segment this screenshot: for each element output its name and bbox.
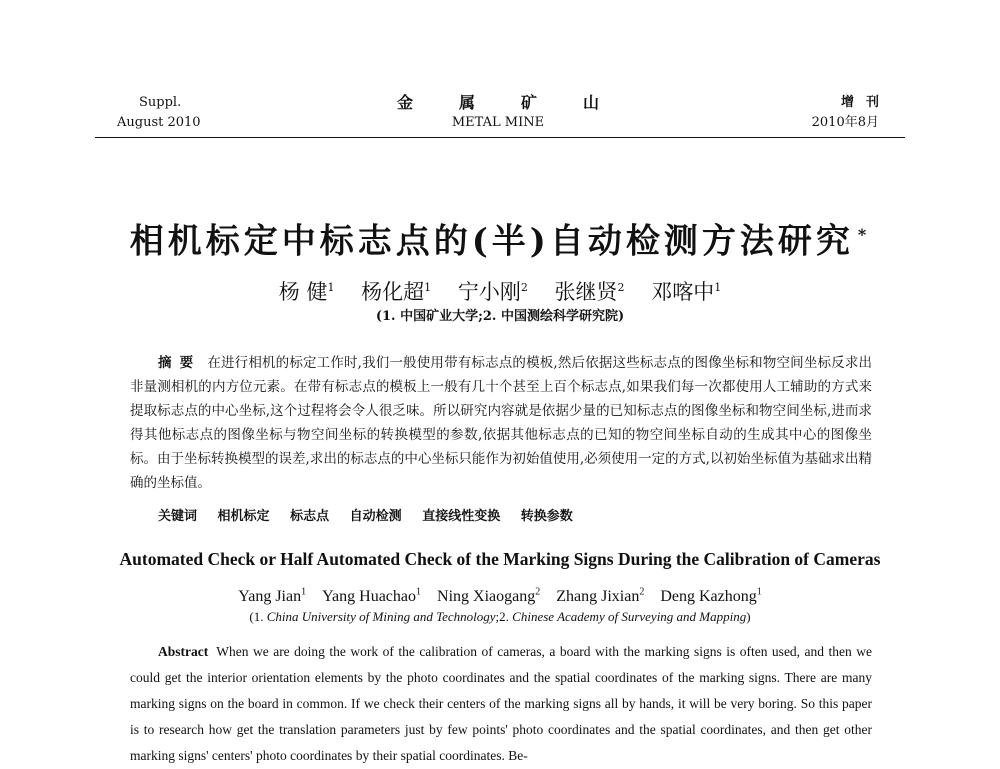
header-supplement-cn: 增刊	[840, 95, 891, 110]
abstract-en-text: When we are doing the work of the calibration of cameras, a board with the marking signs is often used, and then we could get the interior orientation elements by the photo coordinates and the spatial coordinates of the marking signs. There are many marking signs on the board in common. If we check their centers of the marking signs all by hands, it will be very boring. So this paper is to research how get the translation parameters just by few points' photo coordinates and the spatial coordinates, and then get other marking signs' centers' photo coordinates by their spatial coordinates. Be-	[130, 644, 872, 763]
header-rule	[95, 137, 905, 138]
author-cn: 张继贤$^2$	[554, 280, 625, 304]
abstract-cn-text: 在进行相机的标定工作时,我们一般使用带有标志点的模板,然后依据这些标志点的图像坐标和物空间坐标反求出非量测相机的内方位元素。在带有标志点的模板上一般有几十个甚至上百个标志点,如果我们每一次都使用人工辅助的方式来提取标志点的中心坐标,这个过程将会令人很乏味。所以研究内容就是依据少量的已知标志点的图像坐标和物空间坐标,进而求得其他标志点的图像坐标与物空间坐标的转换模型的参数,依据其他标志点的已知的物空间坐标自动的生成其中心的图像坐标。由于坐标转换模型的误差,求出的标志点的中心坐标只能作为初始值使用,必须使用一定的方式,以初始坐标值为基础求出精确的坐标值。	[130, 355, 873, 491]
author-cn: 杨化超$^1$	[361, 280, 432, 304]
journal-name-cn: 金属矿山	[396, 93, 645, 112]
running-header	[117, 93, 891, 137]
affiliation-en: (1. China University of Mining and Technology;2. Chinese Academy of Surveying and Mapping)	[249, 609, 751, 624]
abstract-en	[130, 639, 872, 769]
keyword-item: 自动检测	[349, 509, 402, 524]
affiliation-en-inst1: China University of Mining and Technology	[266, 609, 496, 624]
keyword-item: 直接线性变换	[422, 509, 501, 524]
author-en: Yang Huachao$^1$	[322, 587, 422, 606]
keyword-item: 转换参数	[520, 509, 573, 524]
paper-title-en: Automated Check or Half Automated Check of the Marking Signs During the Calibration of Cameras	[119, 549, 881, 569]
title-cn-text: 相机标定中标志点的(半)自动检测方法研究	[129, 221, 854, 262]
abstract-cn	[130, 351, 872, 495]
header-date-cn: 2010年8月	[811, 115, 879, 130]
keyword-item: 相机标定	[217, 509, 270, 524]
journal-name-en: METAL MINE	[451, 115, 545, 130]
title-footnote-mark: *	[857, 225, 871, 244]
header-center	[117, 93, 879, 133]
keywords-cn	[158, 507, 573, 527]
author-cn: 宁小刚$^2$	[457, 280, 528, 304]
header-suppl: Suppl.	[139, 95, 182, 110]
authors-cn	[0, 273, 1000, 307]
authors-en	[0, 581, 1000, 609]
header-right	[811, 93, 891, 133]
author-cn: 杨 健$^1$	[278, 280, 335, 304]
author-en: Zhang Jixian$^2$	[556, 587, 645, 606]
keyword-item: 标志点	[290, 509, 330, 524]
keywords-cn-label: 关键词	[158, 509, 198, 524]
author-en: Deng Kazhong$^1$	[660, 587, 762, 606]
author-en: Yang Jian$^1$	[238, 587, 307, 606]
abstract-en-label: Abstract	[158, 644, 209, 659]
affiliation-cn: (1. 中国矿业大学;2. 中国测绘科学研究院)	[375, 309, 625, 324]
abstract-cn-label: 摘要	[158, 355, 202, 371]
author-cn: 邓喀中$^1$	[651, 280, 722, 304]
header-date-en: August 2010	[117, 115, 201, 130]
author-en: Ning Xiaogang$^2$	[437, 587, 541, 606]
paper-title-cn	[0, 210, 1000, 266]
affiliation-en-inst2: Chinese Academy of Surveying and Mapping	[512, 609, 747, 624]
